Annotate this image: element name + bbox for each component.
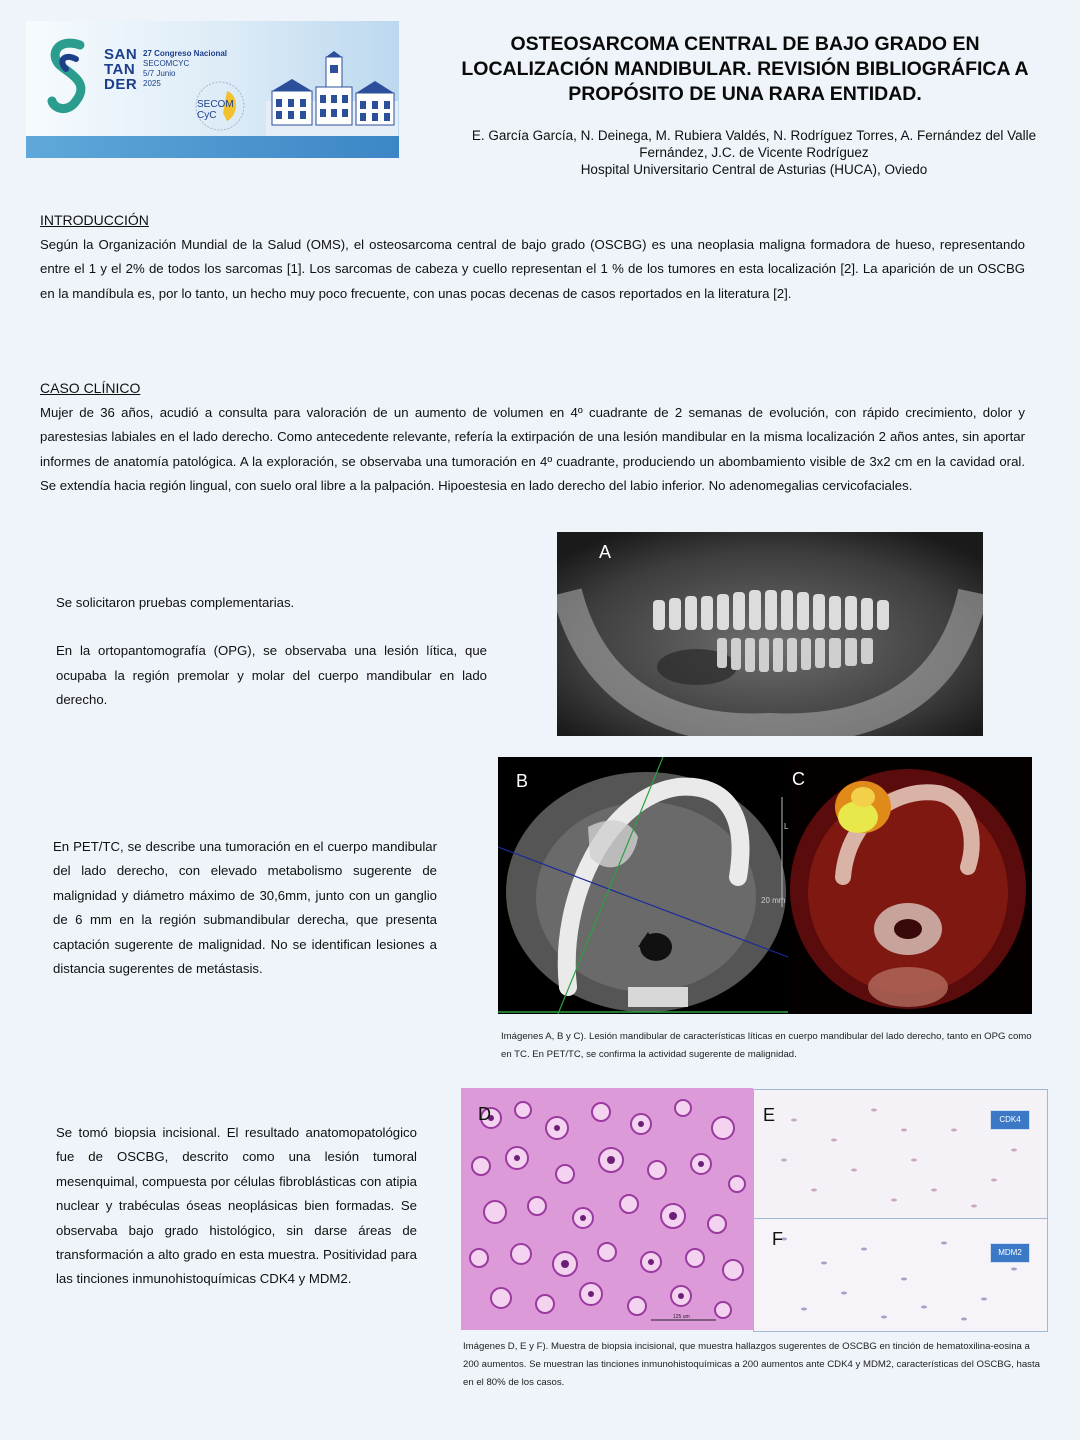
cdk4-stain-image (753, 1089, 1048, 1219)
ct-pet-image (498, 757, 1032, 1014)
panel-label-e: E (763, 1105, 776, 1125)
authors-block (462, 127, 1046, 178)
secom-cyc-logo-icon (193, 79, 247, 133)
ct-scale-label: 20 mm (761, 896, 786, 905)
authors-list: E. García García, N. Deinega, M. Rubiera Valdés, N. Rodríguez Torres, A. Fernández del Valle Fernández, J.C. de Vicente Rodríguez (471, 128, 1037, 160)
mdm2-stain-image (753, 1218, 1048, 1332)
palace-building-illustration-icon (266, 51, 398, 137)
intro-text: Según la Organización Mundial de la Salud (OMS), el osteosarcoma central de bajo grado (OSCBG) es una neoplasia maligna formadora de hueso, representando entre el 1 y el 2% de todos los sarcomas [1]. Los sarcomas de cabeza y cuello representan el 1 % de los tumores en esta localización [2]. La aparición de un OSCBG en la mandíbula es, por lo tanto, un hecho muy poco frecuente, con unas pocas decenas de casos reportados en la literatura [2]. (40, 237, 1025, 301)
cyc-text: CyC (197, 110, 217, 121)
pet-scan-panel (789, 757, 1032, 1014)
opg-image (557, 532, 983, 736)
he-histology-image (461, 1088, 753, 1330)
panel-label-f: F (772, 1229, 783, 1249)
panel-label-a: A (599, 542, 612, 562)
banner-stripe (26, 136, 399, 158)
pet-text: En PET/TC, se describe una tumoración en el cuerpo mandibular del lado derecho, con elevado metabolismo sugerente de malignidad y diámetro máximo de 30,6mm, junto con un ganglio de 6 mm en la región submandibular derecha, que presenta captación sugerente de malignidad. No se identifican lesiones a distancia sugerentes de metástasis. (53, 839, 437, 977)
congress-banner (26, 21, 399, 158)
institution: Hospital Universitario Central de Asturias (HUCA), Oviedo (580, 162, 928, 177)
poster-title: OSTEOSARCOMA CENTRAL DE BAJO GRADO EN LOCALIZACIÓN MANDIBULAR. REVISIÓN BIBLIOGRÁFICA A PROPÓSITO DE UNA RARA ENTIDAD. (461, 33, 1029, 105)
opg-description: En la ortopantomografía (OPG), se observaba una lesión lítica, que ocupaba la región premolar y molar del cuerpo mandibular en lado derecho. (56, 643, 487, 708)
panel-label-d: D (478, 1104, 491, 1124)
mdm2-tag: MDM2 (990, 1243, 1030, 1263)
santander-wordmark: SAN TAN DER (104, 46, 138, 93)
cdk4-tag: CDK4 (990, 1110, 1030, 1130)
scale-bar-label: 125 um (673, 1314, 690, 1320)
biopsy-text: Se tomó biopsia incisional. El resultado anatomopatológico fue de OSCBG, descrito como una lesión tumoral mesenquimal, compuesta por células fibroblásticas con atipia nuclear y trabéculas óseas neoplásicas bien formadas. Se observaba bajo grado histológico, sin darse áreas de transformación a alto grado en esta muestra. Positividad para las tinciones inmunohistoquímicas CDK4 y MDM2. (56, 1125, 417, 1287)
secomcyc-s-logo-icon (46, 35, 92, 119)
case-text: Mujer de 36 años, acudió a consulta para valoración de un aumento de volumen en 4º cuadrante de 2 semanas de evolución, con rápido crecimiento, dolor y parestesias labiales en el lado derecho. Como antecedente relevante, refería la extirpación de una lesión mandibular en la misma localización 2 años antes, sin aportar informes de anatomía patológica. A la exploración, se observaba una tumoración en 4º cuadrante, produciendo un abombamiento visible de 3x2 cm en la cavidad oral. Se extendía hacia región lingual, con suelo oral libre a la palpación. Hipoestesia en lado derecho del labio inferior. No adenomegalias cervicofaciales. (40, 405, 1025, 494)
opg-intro: Se solicitaron pruebas complementarias. (56, 595, 295, 610)
secom-text: SECOM (197, 99, 234, 110)
ct-side-marker: L (784, 822, 789, 831)
case-heading: CASO CLÍNICO (40, 380, 141, 396)
panel-label-b: B (516, 771, 529, 791)
congress-info: 27 Congreso Nacional SECOMCYC 5/7 Junio 2025 (143, 49, 228, 88)
he-cells-graphic (461, 1088, 753, 1330)
intro-heading: INTRODUCCIÓN (40, 212, 149, 228)
opg-text (56, 591, 487, 713)
figure-abc-caption: Imágenes A, B y C). Lesión mandibular de características líticas en cuerpo mandibular del lado derecho, tanto en OPG como en TC. En PET/TC, se confirma la actividad sugerente de malignidad. (501, 1031, 1032, 1060)
ct-scan-panel (498, 757, 788, 1014)
figure-def-caption: Imágenes D, E y F). Muestra de biopsia incisional, que muestra hallazgos sugerentes de OSCBG en tinción de hematoxilina-eosina a 200 aumentos. Se muestran las tinciones inmunohistoquímicas a 200 aumentos ante CDK4 y MDM2, características del OSCBG, hasta en el 80% de los casos. (463, 1341, 1040, 1388)
panel-label-c: C (792, 769, 805, 789)
mdm2-cells-graphic (754, 1219, 1047, 1331)
